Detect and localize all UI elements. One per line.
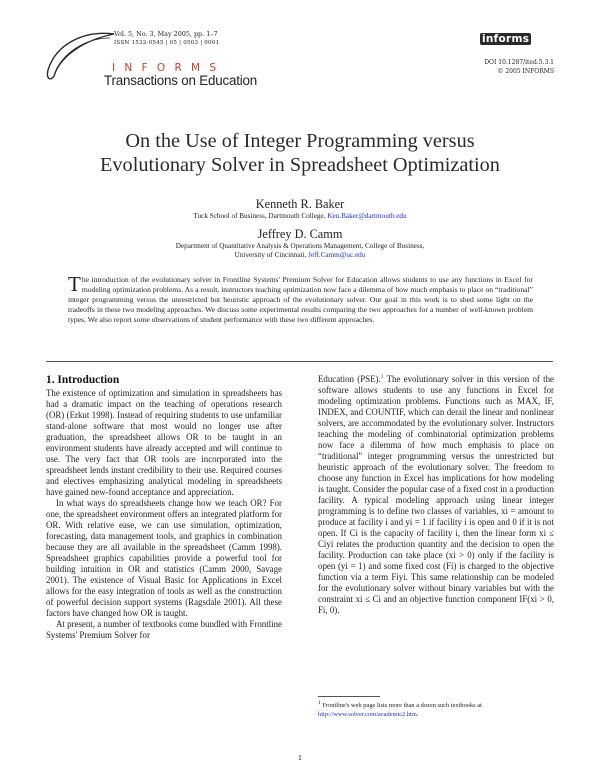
- abstract-divider: [46, 361, 553, 362]
- author-affiliation: [0, 212, 600, 221]
- author-affiliation: [0, 242, 600, 261]
- affiliation-text: Department of Quantitative Analysis & Operations Management, College of Business,: [175, 242, 425, 250]
- section-heading: 1. Introduction: [46, 374, 120, 386]
- title-line-2: Evolutionary Solver in Spreadsheet Optimization: [100, 153, 500, 176]
- informs-brand-logo: [480, 33, 531, 45]
- footnote: [318, 699, 554, 719]
- paragraph-text: The evolutionary solver in this version of the software allows students to use any functions in Excel for modeling optimization problems. Functions such as MAX, IF, INDEX, and COUNTIF, which can derail the linear and nonlinear solvers, are accommodated by the evolutionary solver. Instructors teaching the modeling of combinatorial optimization problems now face a dilemma of how much emphasis to place on “traditional” integer programming versus the unrestricted but heuristic approach of the evolutionary solver. The freedom to choose any function in Excel has implications for how modeling is taught. Consider the popular case of a fixed cost in a production facility. A typical modeling approach using linear integer programming is to define two classes of variables, x: [318, 374, 554, 516]
- author-email-link[interactable]: Ken.Baker@dartmouth.edu: [327, 212, 407, 220]
- series-name: Transactions on Education: [104, 73, 258, 88]
- doi-line: DOI 10.1287/ited.5.3.1: [484, 59, 554, 66]
- paragraph: The existence of optimization and simulation in spreadsheets has had a dramatic impact on the teaching of operations research (OR) (Erkut 1998). Instead of requiring students to use unfamiliar stand-alone software that most would no longer use after graduation, the spreadsheet allows OR to be taught in an environment students have already accepted and will continue to use. The very fact that OR tools are incorporated into the spreadsheet lends instant credibility to their use. Required courses and electives emphasizing analytical modeling in spreadsheets have gained new-found acceptance and appreciation.: [46, 388, 282, 497]
- footnote-ref[interactable]: 1: [380, 374, 384, 381]
- brand-wordmark: informs: [482, 33, 530, 45]
- paragraph: In what ways do spreadsheets change how we teach OR? For one, the spreadsheet environment offers an integrated platform for OR. With relative ease, we can use simulation, optimization, forecasting, data management tools, and graphics in combination because they are all available in the spreadsheet (Camm 1998). Spreadsheet graphics capabilities provide a powerful tool for building intuition in OR and statistics (Camm 2000, Savage 2001). The existence of Visual Basic for Applications in Excel allows for the easy integration of tools as well as the construction of powerful decision support systems (Ragsdale 2001). All these factors have changed how OR is taught.: [46, 498, 282, 618]
- abstract-text: he introduction of the evolutionary solver in Frontline Systems' Premium Solver for Education allows students to use any functions in Excel for modeling optimization problems. As a result, instructors teaching optimization now face a dilemma of how much emphasis to place on “traditional” integer programming versus the unrestricted but heuristic approach of the evolutionary solver. Our goal in this work is to shed some light on the tradeoffs in these two modeling approaches. We discuss some experimental results comparing the two approaches for a number of well-known problem types. We also report some observations of student performance with these two different approaches.: [68, 275, 533, 324]
- doi-block: [484, 58, 554, 77]
- journal-meta: [114, 30, 219, 47]
- paragraph: [318, 374, 554, 616]
- paragraph-text: i = amount to produce at facility i and yi = 1 if facility i is open and 0 if it is not open. If Ci is the capacity of facility i, then the linear form xi ≤ Ciyi relates the production quantity and the decision to open the facility. Production can take place (xi > 0) only if the facility is open (yi = 1) and some fixed cost (Fi) is charged to the objective function via a term Fiyi. This same relationship can be modeled for the evolutionary solver without binary variables but with the constraint xi ≤ Ci and an objective function component IF(xi > 0, Fi, 0).: [318, 506, 554, 615]
- volume-line: Vol. 5, No. 3, May 2005, pp. 1–7: [114, 30, 218, 38]
- series-letters: INFORMS: [112, 62, 226, 74]
- paragraph-start: Education (PSE).: [318, 374, 381, 384]
- title-line-1: On the Use of Integer Programming versus: [125, 130, 475, 152]
- author-email-link[interactable]: Jeff.Camm@uc.edu: [308, 251, 366, 260]
- affiliation-text: University of Cincinnati,: [234, 251, 307, 260]
- page-number: 1: [297, 754, 303, 762]
- issn-line: ISSN 1532-0545 | 05 | 0503 | 0001: [114, 39, 220, 46]
- author-name: Kenneth R. Baker: [255, 197, 345, 211]
- footnote-divider: [318, 696, 380, 697]
- affiliation-text: Tuck School of Business, Dartmouth College,: [193, 212, 326, 220]
- footnote-mark: 1: [318, 699, 321, 706]
- left-column: [46, 374, 282, 641]
- abstract-dropcap: T: [68, 272, 81, 296]
- footnote-text: Frontline's web page lists more than a dozen such textbooks at: [320, 702, 482, 709]
- copyright-line: © 2005 INFORMS: [497, 68, 554, 76]
- author-name: Jeffrey D. Camm: [257, 227, 343, 241]
- abstract: [68, 272, 533, 325]
- paragraph: At present, a number of textbooks come bundled with Frontline Systems' Premium Solver for: [46, 619, 282, 640]
- article-title: [0, 130, 600, 177]
- right-column: [318, 374, 554, 616]
- footnote-end: .: [416, 710, 419, 718]
- footnote-link[interactable]: http://www.solver.com/academic2.htm: [318, 710, 417, 718]
